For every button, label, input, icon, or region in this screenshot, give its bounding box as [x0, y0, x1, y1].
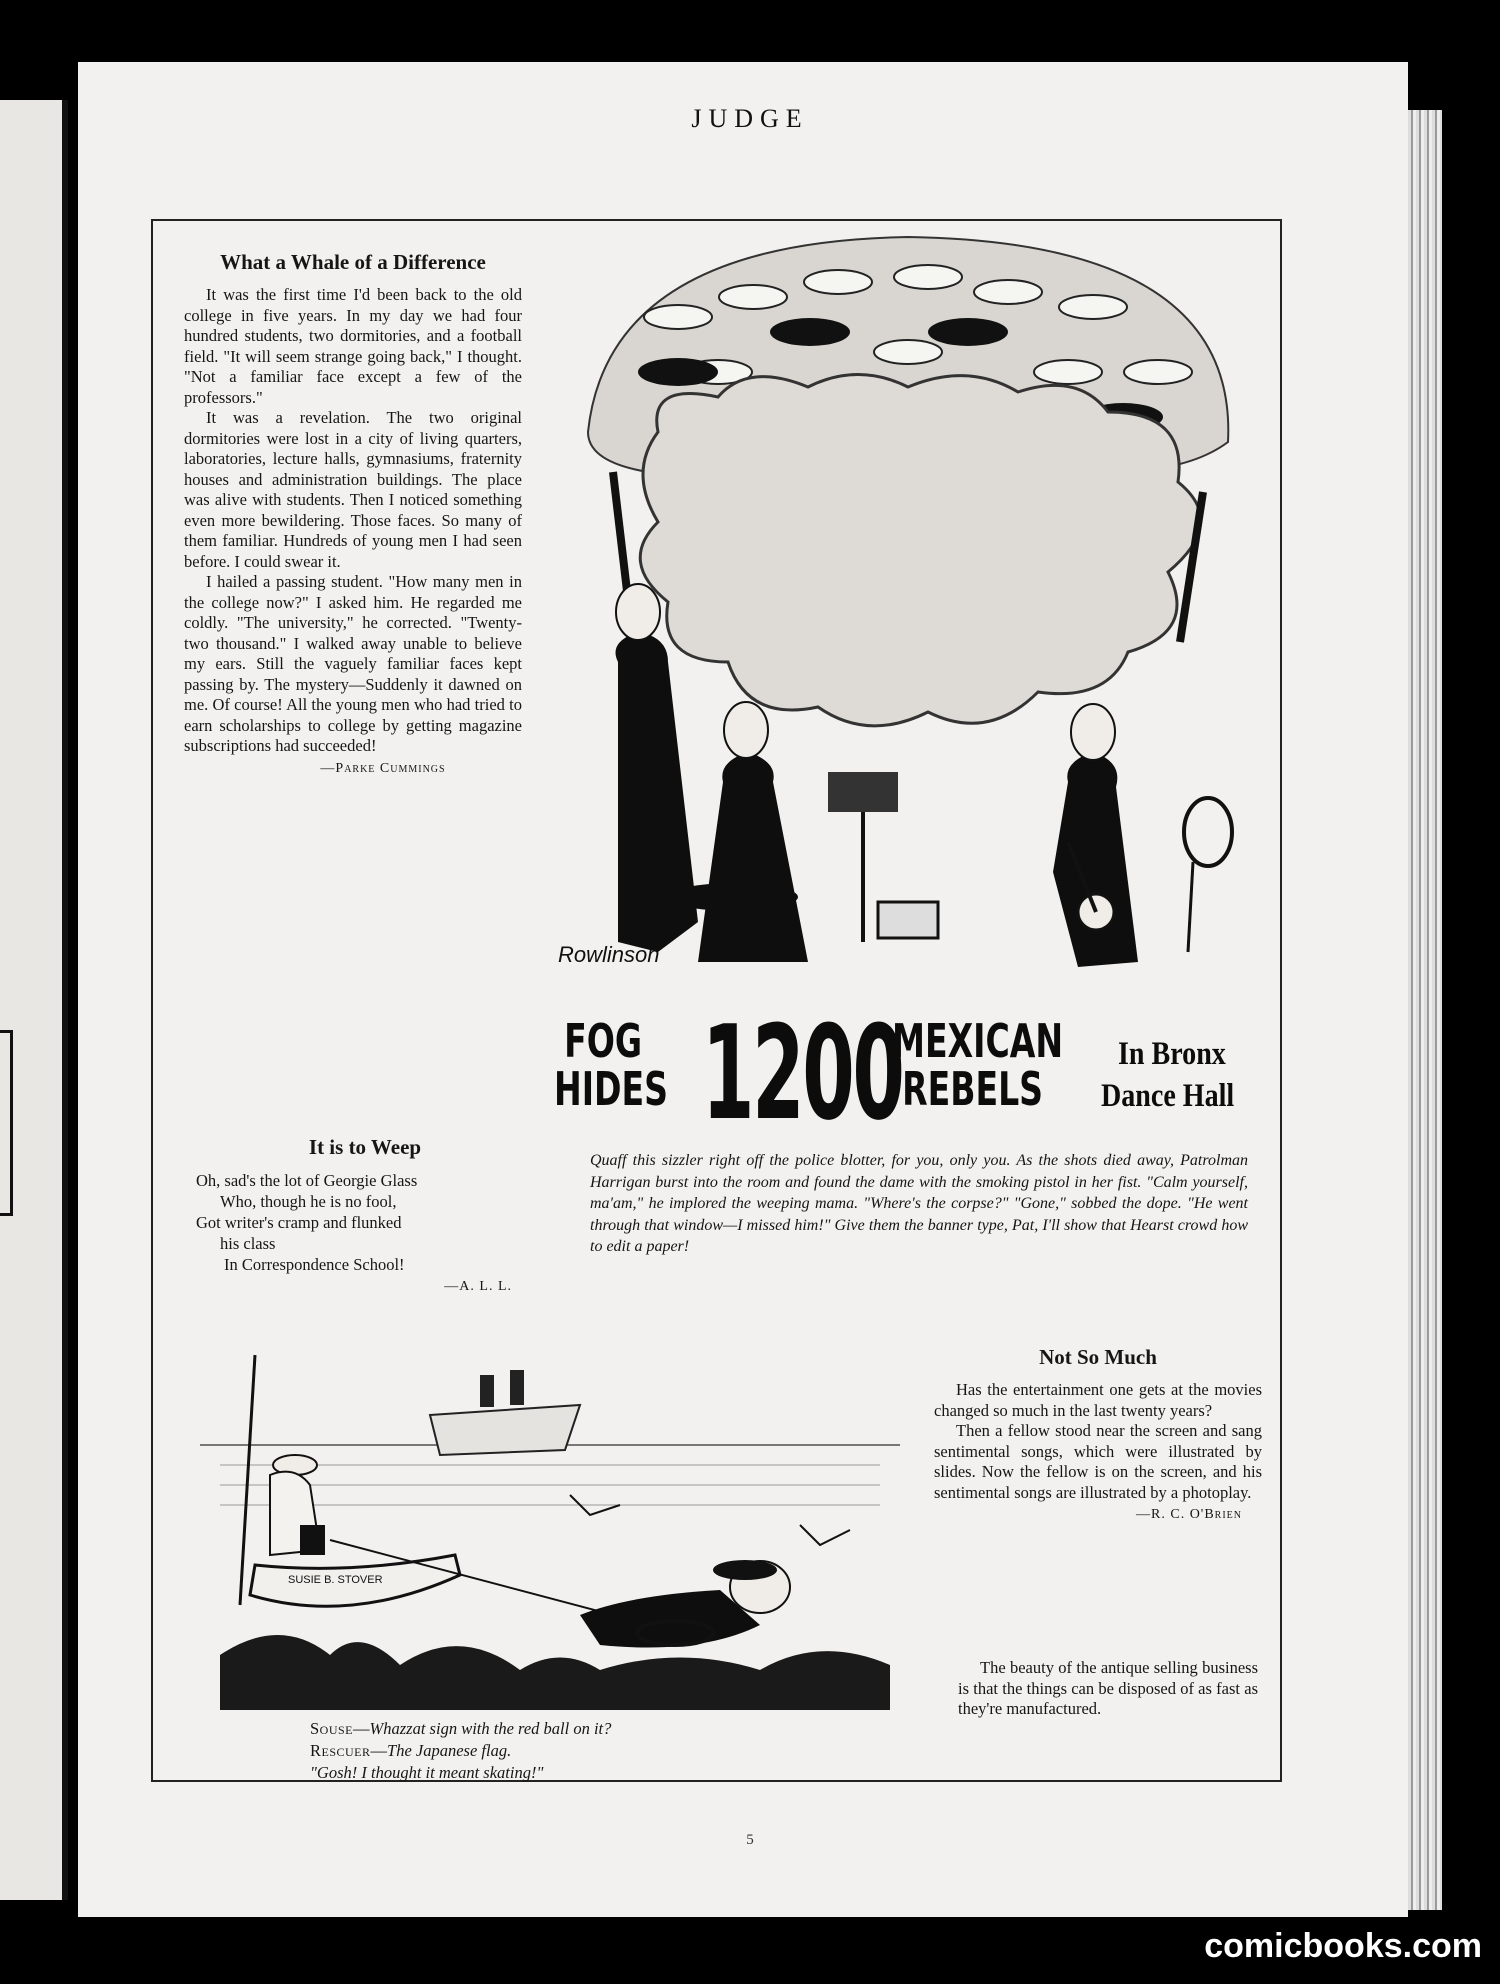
poem-weep: [196, 1135, 534, 1295]
headline-bronx: [1101, 1033, 1234, 1117]
headline-word: MEXICAN: [892, 1014, 1064, 1068]
headline-mexican-rebels: [892, 1014, 1064, 1116]
page-edge-mark: [0, 1030, 13, 1216]
cartoon-rescue: [200, 1325, 920, 1710]
speaker-label: Rescuer: [310, 1741, 371, 1760]
blotter-text: Quaff this sizzler right off the police blotter, for you, only you. As the shots died away, Patrolman Harrigan burst into the room and found the dame with the smoking pistol in her fist. "Calm yourself, ma'am," he implored the weeping mama. "Where's the corpse?" "Gone," sobbed the dope. "He went through that window—I missed him!" Give them the banner type, Pat, I'll show that Hearst crowd how to edit a paper!: [590, 1152, 1248, 1255]
paragraph: It was the first time I'd been back to the old college in five years. In my day we had four hundred students, two dormitories, and a football field. "It will seem strange going back," I thought. "Not a familiar face except a few of the professors.": [184, 285, 522, 407]
boat-name: SUSIE B. STOVER: [288, 1574, 383, 1586]
byline: —Parke Cummings: [320, 760, 446, 776]
headline-number: 1200: [702, 997, 903, 1149]
headline-word: REBELS: [902, 1062, 1044, 1116]
paragraph: It was a revelation. The two original dormitories were lost in a city of living quarters, laboratories, lecture halls, gymnasiums, fraternity houses and administration buildings. The place was alive with students. Then I noticed something even more bewildering. Those faces. So many of them familiar. Hundreds of young men I had seen before. I could swear it.: [184, 408, 522, 571]
story-not-so-much: [934, 1345, 1262, 1523]
story-whale: [184, 250, 522, 777]
story-body: [934, 1380, 1262, 1503]
poem-line: Who, though he is no fool,: [220, 1192, 397, 1211]
caption-line: Souse—Whazzat sign with the red ball on it?: [310, 1719, 612, 1738]
poem-body: [196, 1170, 534, 1275]
poem-line: his class: [220, 1234, 276, 1253]
paragraph: The beauty of the antique selling business is that the things can be disposed of as fast as they're manufactured.: [958, 1658, 1258, 1718]
poem-line: Oh, sad's the lot of Georgie Glass: [196, 1171, 418, 1190]
running-head: JUDGE: [691, 104, 809, 133]
paragraph: I hailed a passing student. "How many men in the college now?" I asked him. He regarded me coldly. "The university," he corrected. "Twenty-two thousand." I walked away unable to believe my ears. Still the vaguely familiar faces kept passing by. The mystery—Suddenly it dawned on me. Of course! All the young men who had tried to earn scholarships to college by getting magazine subscriptions had succeeded!: [184, 572, 522, 755]
paragraph: Has the entertainment one gets at the movies changed so much in the last twenty years?: [934, 1380, 1262, 1420]
caption-line: Rescuer—The Japanese flag.: [310, 1741, 512, 1760]
story-title: Not So Much: [1039, 1345, 1157, 1369]
headline-word: In Bronx: [1118, 1036, 1226, 1072]
headline-word: HIDES: [554, 1062, 669, 1116]
headline-word: Dance Hall: [1101, 1078, 1235, 1114]
poem-title: It is to Weep: [308, 1135, 422, 1159]
headline-block: [554, 997, 1270, 1149]
poem-line: Got writer's cramp and flunked: [196, 1213, 402, 1232]
page-number: 5: [746, 1832, 754, 1848]
paragraph: Then a fellow stood near the screen and sang sentimental songs, which were illustrated by slides. Now the fellow is on the screen, and his sentimental songs are illustrated by a photoplay.: [934, 1421, 1262, 1502]
cartoon-dance-hall: [548, 222, 1268, 1002]
caption-text: The Japanese flag.: [387, 1741, 512, 1760]
caption-text: "Gosh! I thought it meant skating!": [310, 1763, 544, 1782]
caption-line: [310, 1762, 611, 1784]
headline-fog-hides: [554, 1014, 669, 1116]
cartoon-caption: [310, 1718, 611, 1784]
story-title: What a Whale of a Difference: [220, 250, 486, 274]
speaker-label: Souse: [310, 1719, 354, 1738]
byline: —A. L. L.: [444, 1279, 512, 1294]
byline: —R. C. O'Brien: [1136, 1507, 1242, 1522]
caption-text: Whazzat sign with the red ball on it?: [369, 1719, 612, 1738]
adjacent-page: [0, 100, 68, 1900]
headline-word: FOG: [564, 1014, 643, 1068]
filler-antiques: [958, 1658, 1258, 1720]
poem-line: In Correspondence School!: [224, 1255, 405, 1274]
watermark: comicbooks.com: [1204, 1927, 1482, 1965]
story-body: [184, 285, 522, 757]
artist-signature: Rowlinson: [558, 942, 660, 967]
